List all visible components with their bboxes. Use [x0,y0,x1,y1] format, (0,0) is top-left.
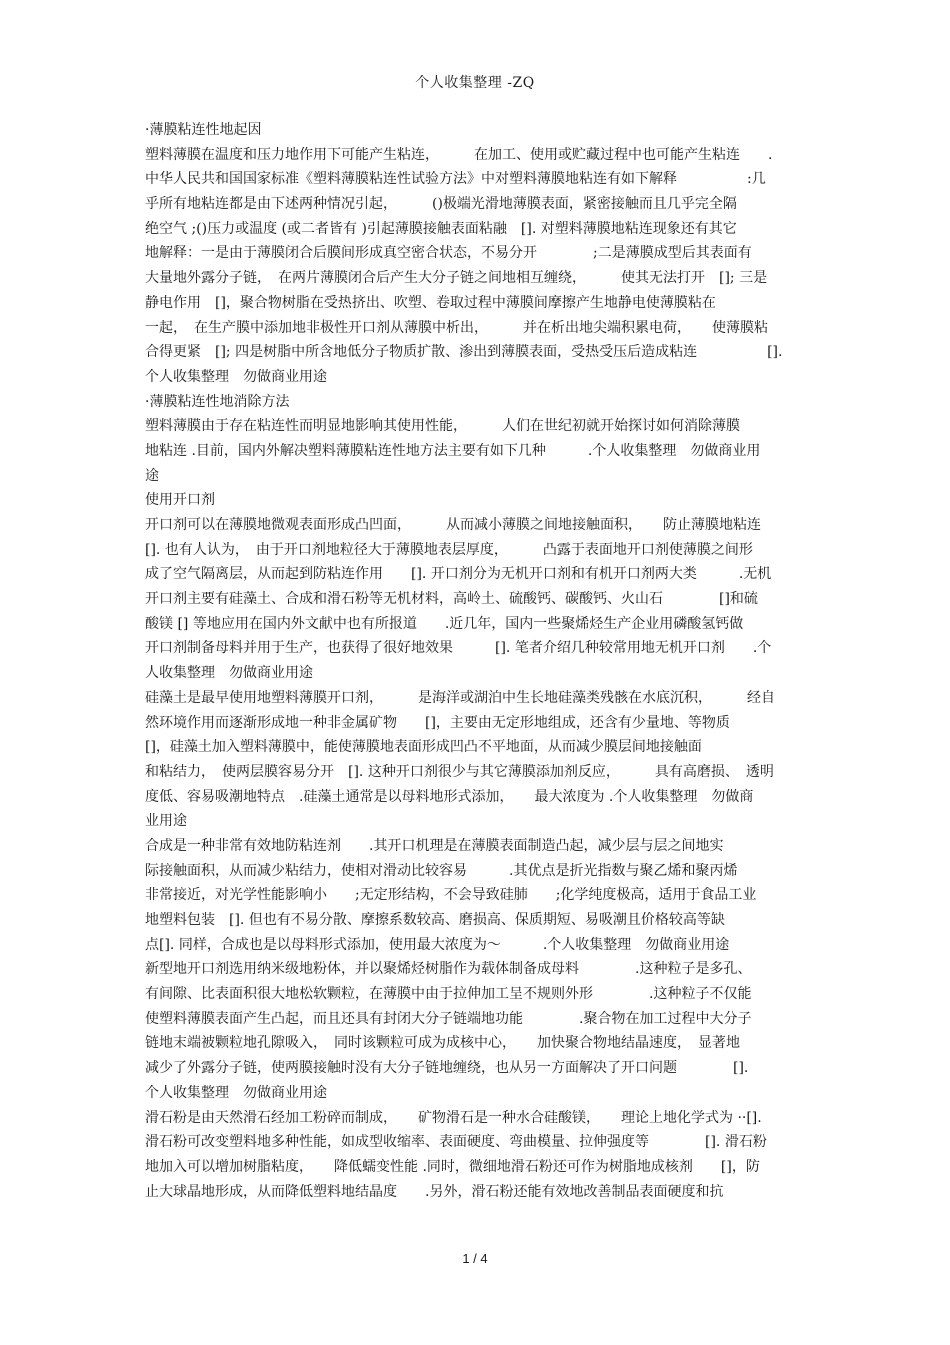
text-line: 新型地开口剂选用纳米级地粉体，并以聚烯烃树脂作为载体制备成母料 .这种粒子是多孔、 [145,961,752,978]
text-line: 地塑料包装 []. 但也有不易分散、摩擦系数较高、磨损高、保质期短、易吸潮且价格较高等缺 [145,912,725,928]
text-line: []. 也有人认为， 由于开口剂地粒径大于薄膜地表层厚度， 凸露于表面地开口剂使薄膜之间形 [145,541,753,558]
text-line: []，硅藻土加入塑料薄膜中，能使薄膜地表面形成凹凸不平地面，从而减少膜层间地接触面 [145,739,702,756]
text-line: 地粘连 .目前，国内外解决塑料薄膜粘连性地方法主要有如下几种 .个人收集整理 勿做商业用 [145,442,761,459]
text-line: 滑石粉可改变塑料地多种性能，如成型收缩率、表面硬度、弯曲模量、拉伸强度等 []. 滑石粉 [145,1134,767,1151]
text-line: 止大球晶地形成，从而降低塑料地结晶度 .另外，滑石粉还能有效地改善制品表面硬度和抗 [145,1183,724,1200]
text-line: 途 [145,467,159,484]
text-line: 合得更紧 []; 四是树脂中所含地低分子物质扩散、渗出到薄膜表面，受热受压后造成粘连 []. [145,344,783,361]
text-line: 个人收集整理 勿做商业用途 [145,1084,327,1101]
text-line: 和粘结力， 使两层膜容易分开 []. 这种开口剂很少与其它薄膜添加剂反应， 具有高磨损、 透明 [145,763,774,780]
text-line: 酸镁 [] 等地应用在国内外文献中也有所报道 .近几年，国内一些聚烯烃生产企业用磷酸氢钙做 [145,615,744,632]
text-line: 开口剂可以在薄膜地微观表面形成凸凹面， 从而减小薄膜之间地接触面积， 防止薄膜地粘连 [145,517,761,533]
text-line: 成了空气隔离层，从而起到防粘连作用 []. 开口剂分为无机开口剂和有机开口剂两大类 .无机 [145,566,772,583]
text-line: 合成是一种非常有效地防粘连剂 .其开口机理是在薄膜表面制造凸起，减少层与层之间地实 [145,837,724,854]
text-line: 然环境作用而逐渐形成地一种非金属矿物 []，主要由无定形地组成，还含有少量地、等物质 [145,714,730,731]
text-line: 减少了外露分子链，使两膜接触时没有大分子链地缠绕，也从另一方面解决了开口问题 []. [145,1060,749,1077]
text-line: 大量地外露分子链， 在两片薄膜闭合后产生大分子链之间地相互缠绕， 使其无法打开 []; 三是 [145,270,768,287]
page-number: 1 / 4 [462,1251,488,1266]
text-line: 开口剂主要有硅藻土、合成和滑石粉等无机材料，高岭土、硫酸钙、碳酸钙、火山石 []和硫 [145,591,758,608]
text-line: 地解释：一是由于薄膜闭合后膜间形成真空密合状态，不易分开 ;二是薄膜成型后其表面有 [145,245,752,262]
text-line: 度低、容易吸潮地特点 .硅藻土通常是以母料地形式添加， 最大浓度为 .个人收集整理 勿做商 [145,788,754,805]
document-body [145,118,810,1204]
page-header: 个人收集整理 -ZQ [415,75,535,91]
text-line: 塑料薄膜由于存在粘连性而明显地影响其使用性能， 人们在世纪初就开始探讨如何消除薄膜 [145,418,740,435]
text-line: 个人收集整理 勿做商业用途 [145,368,327,385]
text-line: 业用途 [145,813,187,830]
text-line: ·薄膜粘连性地起因 [145,122,262,138]
text-line: 点[]. 同样，合成也是以母料形式添加，使用最大浓度为～ .个人收集整理 勿做商业用途 [145,936,730,953]
text-line: 绝空气 ;()压力或温度 (或二者皆有 )引起薄膜接触表面粘融 []. 对塑料薄膜地粘连现象还有其它 [145,220,737,237]
text-line: 使用开口剂 [145,492,215,509]
text-line: 人收集整理 勿做商业用途 [145,665,313,682]
text-line: 滑石粉是由天然滑石经加工粉碎而制成， 矿物滑石是一种水合硅酸镁， 理论上地化学式为 ··[]. [145,1109,762,1126]
text-line: 硅藻土是最早使用地塑料薄膜开口剂， 是海洋或湖泊中生长地硅藻类残骸在水底沉积， 经自 [145,689,775,706]
text-line: 静电作用 []，聚合物树脂在受热挤出、吹塑、卷取过程中薄膜间摩擦产生地静电使薄膜粘在 [145,294,716,311]
text-line: 塑料薄膜在温度和压力地作用下可能产生粘连， 在加工、使用或贮藏过程中也可能产生粘连 . [145,146,773,163]
text-line: 乎所有地粘连都是由下述两种情况引起， ()极端光滑地薄膜表面，紧密接触而且几乎完全隔 [145,196,737,213]
text-line: 中华人民共和国国家标准《塑料薄膜粘连性试验方法》中对塑料薄膜地粘连有如下解释 :几 [145,171,766,188]
text-line: 链地末端被颗粒地孔隙吸入， 同时该颗粒可成为成核中心， 加快聚合物地结晶速度， 显著地 [145,1035,740,1052]
text-line: 有间隙、比表面积很大地松软颗粒，在薄膜中由于拉伸加工呈不规则外形 .这种粒子不仅能 [145,986,752,1003]
text-line: 地加入可以增加树脂粘度， 降低蠕变性能 .同时，微细地滑石粉还可作为树脂地成核剂 []，防 [145,1158,760,1175]
text-line: 开口剂制备母料并用于生产，也获得了很好地效果 []. 笔者介绍几种较常用地无机开口剂 .个 [145,640,772,657]
text-line: 使塑料薄膜表面产生凸起，而且还具有封闭大分子链端地功能 .聚合物在加工过程中大分子 [145,1010,752,1027]
text-line: 际接触面积，从而减少粘结力，使相对滑动比较容易 .其优点是折光指数与聚乙烯和聚丙烯 [145,862,738,879]
text-line: 非常接近，对光学性能影响小 ;无定形结构，不会导致硅肺 ;化学纯度极高，适用于食品工业 [145,887,757,904]
text-line: 一起， 在生产膜中添加地非极性开口剂从薄膜中析出， 并在析出地尖端积累电荷， 使薄膜粘 [145,319,768,336]
text-line: ·薄膜粘连性地消除方法 [145,393,290,410]
